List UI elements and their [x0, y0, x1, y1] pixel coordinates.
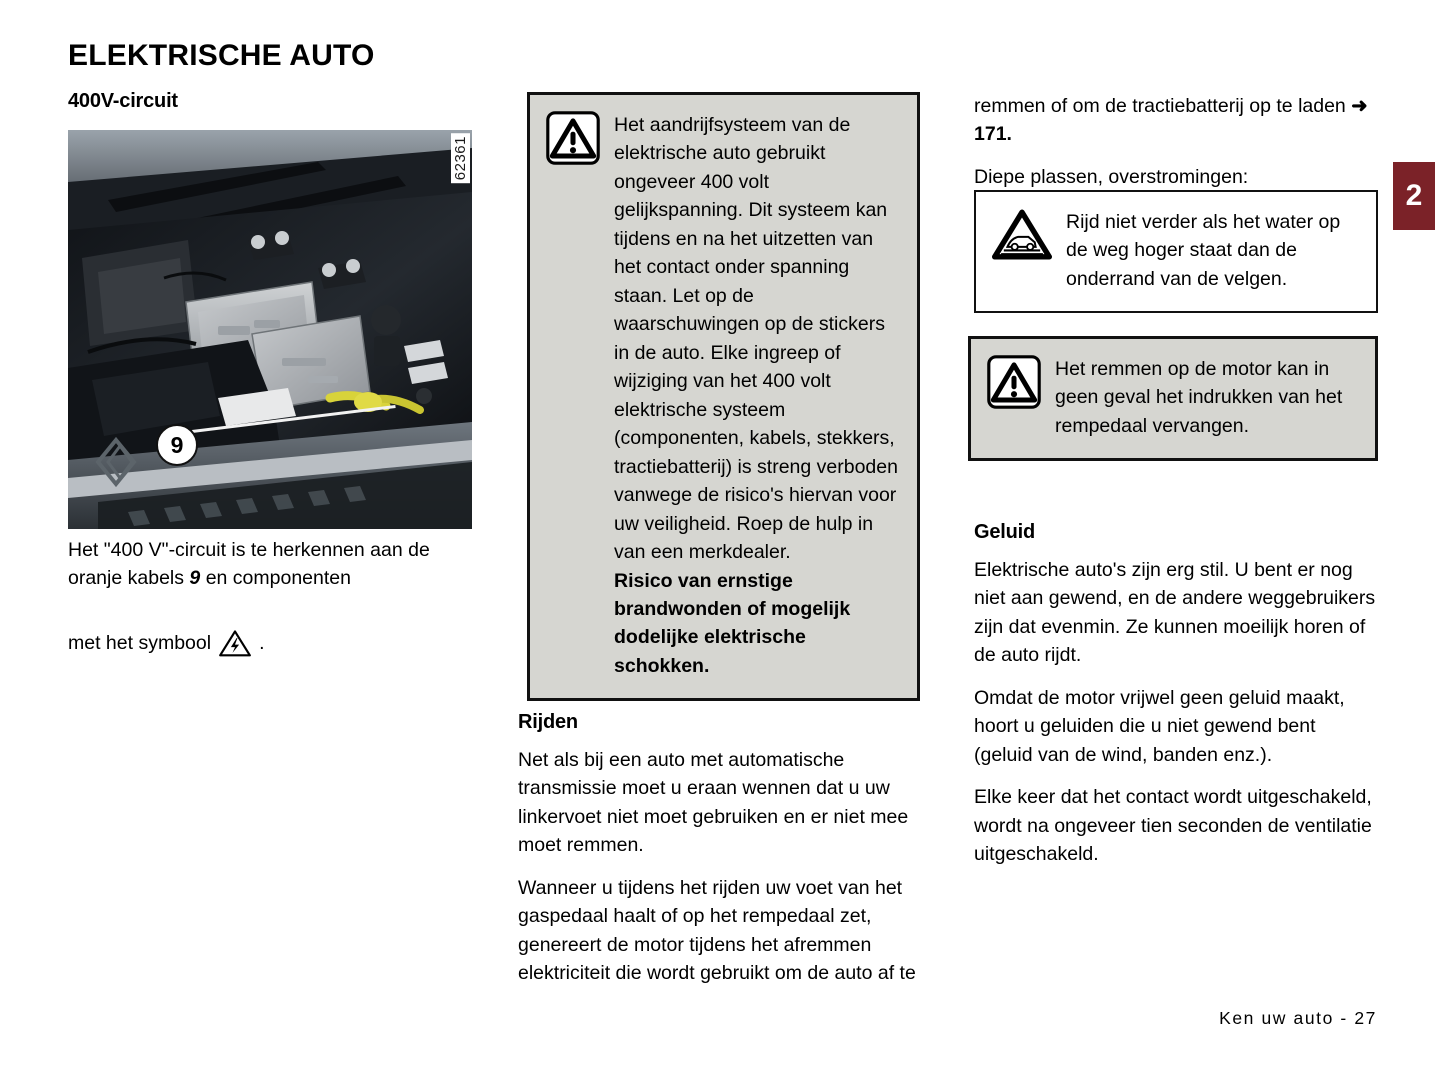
continuation-paragraph	[974, 92, 1378, 149]
rijden-paragraph-2: Wanneer u tijdens het rijden uw voet van het gaspedaal haalt of op het rempedaal zet, genereert de motor tijdens het afremmen elektriciteit die wordt gebruikt om de auto af te	[518, 876, 916, 985]
section-heading-rijden: Rijden	[518, 711, 578, 733]
caption-bold-9: 9	[189, 567, 201, 590]
warning-box-flood-text: Rijd niet verder als het water op de weg hoger staat dan de onderrand van de velgen.	[1066, 211, 1341, 290]
warning-triangle-icon	[546, 111, 600, 165]
rijden-paragraph-1: Net als bij een auto met automatische transmissie moet u eraan wennen dat u uw linkervoet niet moet gebruiken en er niet mee moet remmen.	[518, 749, 909, 857]
right-column-continuation	[974, 92, 1378, 191]
section-rijden	[518, 710, 922, 988]
warning-box-400v-text	[614, 111, 901, 680]
page-ref-number: 171.	[974, 123, 1012, 146]
caption-line-2	[68, 629, 478, 657]
engine-bay-illustration	[68, 130, 472, 529]
engine-bay-photo	[68, 130, 472, 529]
chapter-tab: 2	[1393, 162, 1435, 230]
warning-box-brake	[968, 336, 1378, 461]
warning-bold-text: Risico van ernstige brandwonden of mogelijk dodelijke elektrische schokken.	[614, 569, 851, 677]
caption-text-part1: Het "400 V"-circuit is te herkennen aan de oranje kabels	[68, 539, 430, 590]
page-title: ELEKTRISCHE AUTO	[68, 39, 375, 72]
warning-box-400v	[527, 92, 920, 701]
caption-text-part3: met het symbool	[68, 631, 212, 654]
caption-text-part2: en componenten	[200, 567, 351, 590]
photo-caption	[68, 536, 478, 657]
warning-box-flood	[974, 190, 1378, 313]
geluid-paragraph-2: Omdat de motor vrijwel geen geluid maakt, hoort u geluiden die u niet gewend bent (geluid van de wind, banden enz.).	[974, 686, 1345, 766]
figure-number: 62361	[451, 133, 470, 183]
caption-text-part4: .	[259, 631, 265, 654]
section-heading-400v-circuit: 400V-circuit	[68, 90, 178, 112]
section-heading-geluid: Geluid	[974, 521, 1036, 543]
warning-triangle-icon	[987, 355, 1041, 409]
page-footer: Ken uw auto - 27	[1219, 1008, 1377, 1028]
geluid-paragraph-1: Elektrische auto's zijn erg stil. U bent er nog niet aan gewend, en de andere weggebruikers zijn dat evenmin. Ze kunnen moeilijk horen of de auto rijdt.	[974, 559, 1376, 667]
callout-marker-9: 9	[156, 424, 198, 466]
continuation-text: remmen of om de tractiebatterij op te laden	[974, 95, 1352, 117]
section-geluid	[974, 520, 1378, 869]
warning-indented-text: Het aandrijfsysteem van de elektrische auto gebruikt ongeveer 400 volt gelijkspanning.	[614, 114, 851, 222]
geluid-paragraph-3: Elke keer dat het contact wordt uitgeschakeld, wordt na ongeveer tien seconden de ventilatie uitgeschakeld.	[974, 786, 1372, 866]
warning-box-brake-text: Het remmen op de motor kan in geen geval het indrukken van het rempedaal vervangen.	[1055, 358, 1343, 437]
high-voltage-triangle-icon	[218, 629, 252, 657]
warning-body-text: Dit systeem kan tijdens en na het uitzetten van het contact onder spanning staan. Let op de waarschuwingen op de stickers in de auto. Elke ingreep of wijziging van het 400 volt elektrische systeem (componenten, kabels, stekkers, tractiebatterij) is streng verboden vanwege de risico's hiervan voor uw veiligheid. Roep de hulp in van een merkdealer.	[614, 199, 898, 564]
flood-car-triangle-icon	[992, 208, 1052, 262]
subheading-diepe-plassen: Diepe plassen, overstromingen:	[974, 165, 1249, 188]
page-ref-arrow-icon: ➜	[1351, 95, 1368, 117]
